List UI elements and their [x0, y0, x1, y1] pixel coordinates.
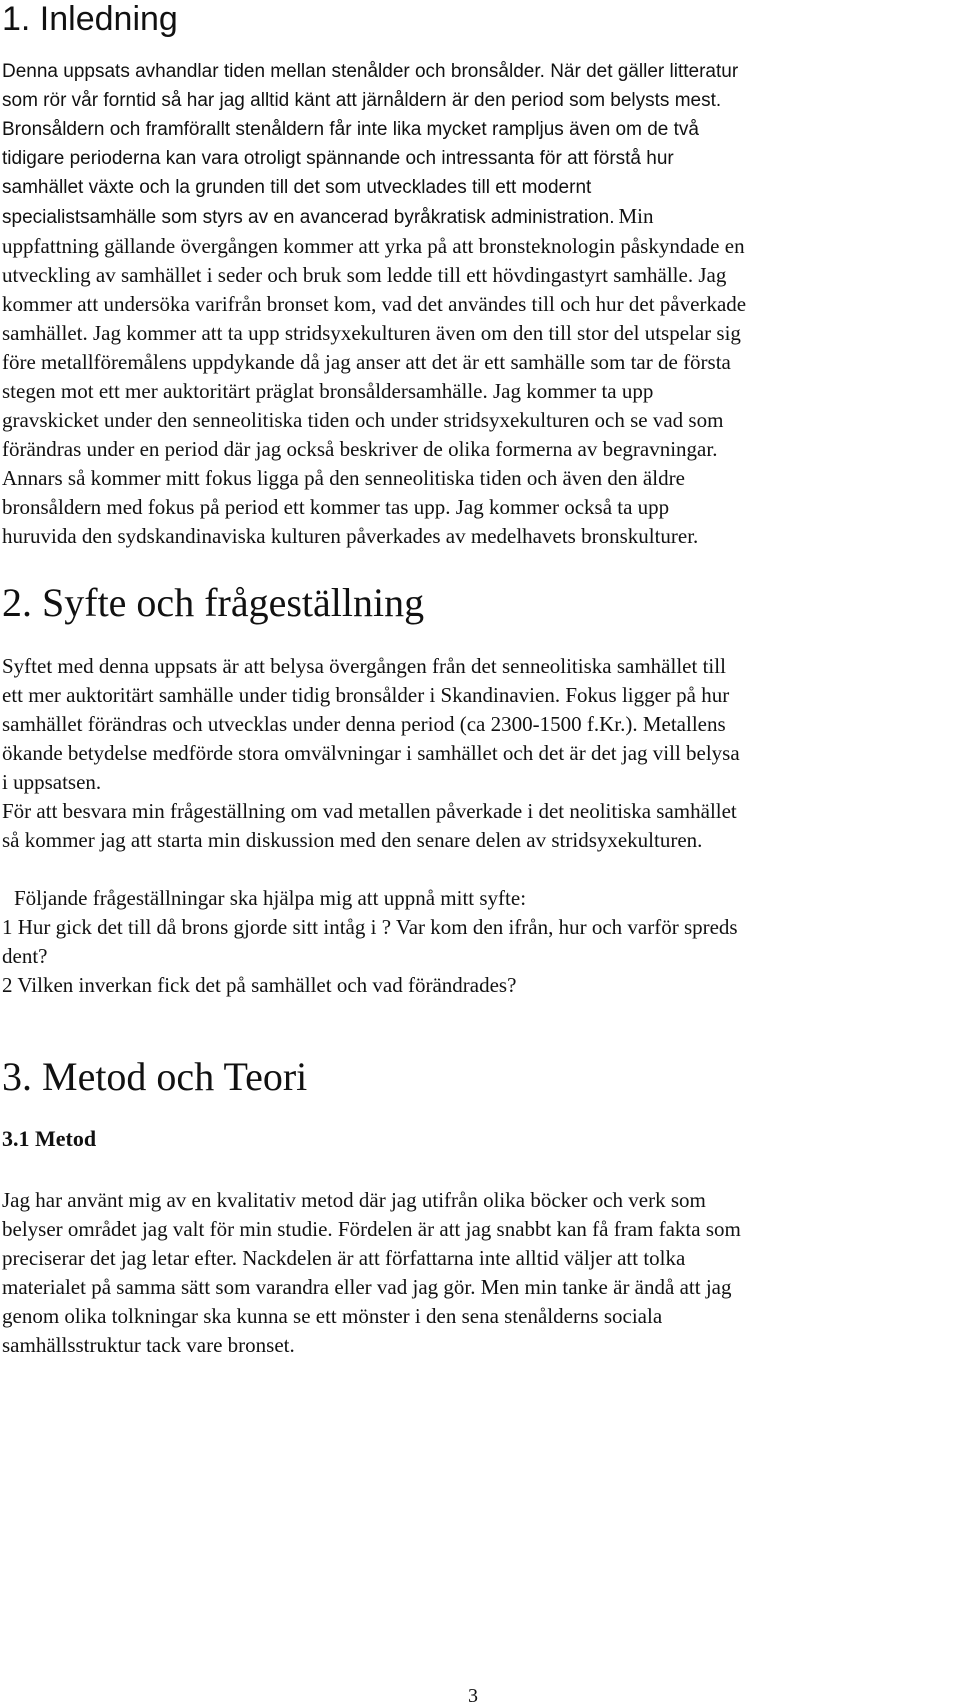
paragraph-line: genom olika tolkningar ska kunna se ett mönster i den sena stenålderns sociala: [2, 1304, 663, 1328]
section-heading-metod-teori: 3. Metod och Teori: [2, 1054, 308, 1099]
paragraph-line: Bronsåldern och framförallt stenåldern får inte lika mycket rampljus även om de två: [2, 119, 699, 140]
paragraph-line: samhället. Jag kommer att ta upp stridsyxekulturen även om den till stor del utspelar sig: [2, 321, 741, 345]
paragraph-line: stegen mot ett mer auktoritärt präglat bronsåldersamhälle. Jag kommer ta upp: [2, 379, 654, 403]
paragraph-line: utveckling av samhället i seder och bruk som ledde till ett hövdingastyrt samhälle. Jag: [2, 263, 727, 287]
questions-intro: Följande frågeställningar ska hjälpa mig att uppnå mitt syfte:: [14, 886, 527, 910]
paragraph-line: förändras under en period där jag också beskriver de olika formerna av begravningar.: [2, 437, 718, 461]
paragraph-line: uppfattning gällande övergången kommer att yrka på att bronsteknologin påskyndade en: [2, 234, 745, 258]
page-number: 3: [468, 1685, 478, 1707]
paragraph-line: gravskicket under den senneolitiska tiden och under stridsyxekulturen och se vad som: [2, 408, 724, 432]
paragraph-line: kommer att undersöka varifrån bronset kom, vad det användes till och hur det påverkade: [2, 292, 747, 316]
paragraph-line: tidigare perioderna kan vara otroligt spännande och intressanta för att förstå hur: [2, 148, 674, 169]
paragraph-line: samhället växte och la grunden till det som utvecklades till ett modernt: [2, 177, 592, 198]
section-heading-inledning: 1. Inledning: [2, 0, 178, 38]
paragraph-line: bronsåldern med fokus på period ett kommer tas upp. Jag kommer också ta upp: [2, 495, 670, 519]
paragraph-line: För att besvara min frågeställning om vad metallen påverkade i det neolitiska samhället: [2, 799, 737, 823]
paragraph-line: specialistsamhälle som styrs av en avancerad byråkratisk administration.: [2, 207, 615, 228]
paragraph-line: huruvida den sydskandinaviska kulturen påverkades av medelhavets bronskulturer.: [2, 524, 699, 548]
intro-paragraph: [2, 57, 958, 551]
paragraph-line: som rör vår forntid så har jag alltid känt att järnåldern är den period som belysts mest.: [2, 90, 722, 111]
paragraph-line: före metallföremålens uppdykande då jag anser att det är ett samhälle som tar de första: [2, 350, 731, 374]
paragraph-line: Annars så kommer mitt fokus ligga på den senneolitiska tiden och även den äldre: [2, 466, 685, 490]
section-heading-syfte: 2. Syfte och frågeställning: [2, 580, 425, 625]
paragraph-line: Jag har använt mig av en kvalitativ metod där jag utifrån olika böcker och verk som: [2, 1188, 706, 1212]
question-item: 1 Hur gick det till då brons gjorde sitt intåg i ? Var kom den ifrån, hur och varför spreds: [2, 915, 738, 939]
paragraph-line: Denna uppsats avhandlar tiden mellan stenålder och bronsålder. När det gäller litteratur: [2, 61, 739, 82]
paragraph-line: i uppsatsen.: [2, 770, 102, 794]
paragraph-line: [618, 204, 653, 228]
paragraph-line: Syftet med denna uppsats är att belysa övergången från det senneolitiska samhället till: [2, 654, 726, 678]
paragraph-line: ökande betydelse medförde stora omvälvningar i samhället och det är det jag vill belysa: [2, 741, 740, 765]
paragraph-line: belyser området jag valt för min studie. Fördelen är att jag snabbt kan få fram fakta som: [2, 1217, 741, 1241]
paragraph-line: preciserar det jag letar efter. Nackdelen är att författarna inte alltid väljer att tolka: [2, 1246, 686, 1270]
method-paragraph: [2, 1186, 958, 1360]
question-item: 2 Vilken inverkan fick det på samhället och vad förändrades?: [2, 973, 517, 997]
paragraph-line: samhällsstruktur tack vare bronset.: [2, 1333, 295, 1357]
paragraph-line: samhället förändras och utvecklas under denna period (ca 2300-1500 f.Kr.). Metallens: [2, 712, 726, 736]
questions-list: [2, 884, 958, 1000]
paragraph-line: så kommer jag att starta min diskussion med den senare delen av stridsyxekulturen.: [2, 828, 703, 852]
paragraph-line: ett mer auktoritärt samhälle under tidig bronsålder i Skandinavien. Fokus ligger på hur: [2, 683, 730, 707]
paragraph-fragment: Min: [618, 204, 654, 228]
paragraph-line: materialet på samma sätt som varandra eller vad jag gör. Men min tanke är ändå att jag: [2, 1275, 732, 1299]
purpose-paragraph: [2, 652, 958, 855]
subsection-heading-metod: 3.1 Metod: [2, 1126, 97, 1151]
question-item: dent?: [2, 944, 48, 968]
